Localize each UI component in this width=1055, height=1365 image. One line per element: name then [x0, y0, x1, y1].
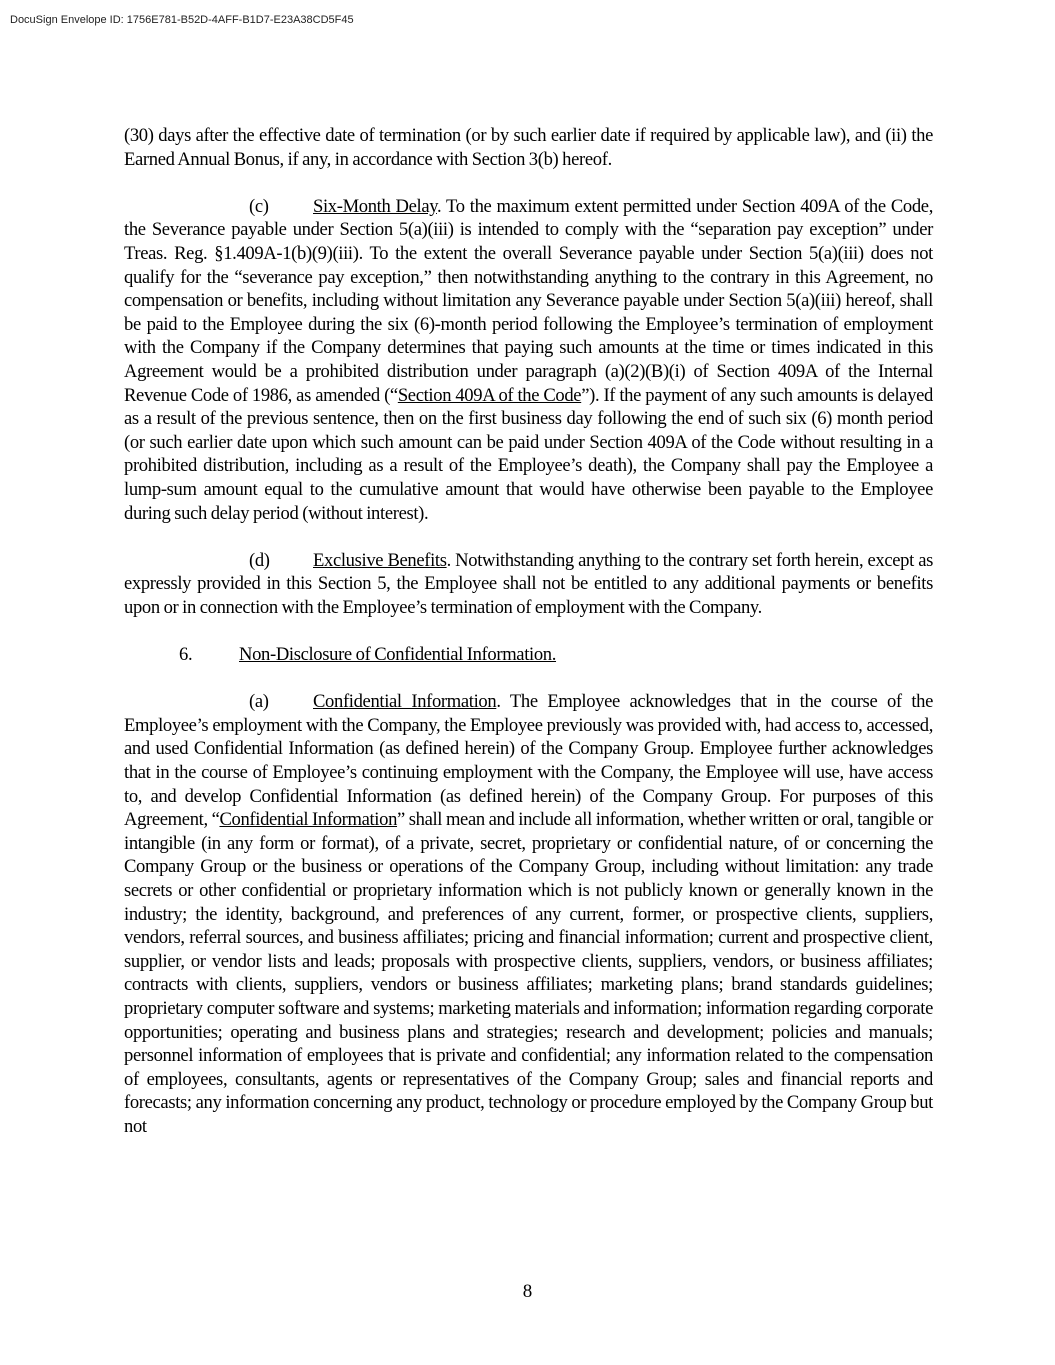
document-body: [124, 124, 933, 1162]
paragraph-text: (30) days after the effective date of termination (or by such earlier date if required by applicable law), and (ii) the Earned Annual Bonus, if any, in accordance with Section 3(b) hereof.: [124, 125, 933, 170]
paragraph-confidential-information: [124, 690, 933, 1138]
paragraph-text: . Notwithstanding anything to the contrary set forth herein, except as expressly provided in this Section 5, the Employee shall not be entitled to any additional payments or benefits upon or in connection with the Employee’s termination of employment with the Company.: [124, 549, 933, 618]
defined-term: Confidential Information: [219, 809, 398, 831]
section-heading: [124, 643, 933, 667]
paragraph-continuation: [124, 124, 933, 171]
paragraph-heading: Six-Month Delay: [313, 195, 437, 217]
section-number: 6.: [179, 644, 193, 666]
paragraph-heading: Confidential Information: [313, 691, 497, 713]
docusign-envelope-id: DocuSign Envelope ID: 1756E781-B52D-4AFF-B1D7-E23A38CD5F45: [10, 14, 354, 26]
paragraph-text: ”). If the payment of any such amounts is delayed as a result of the previous sentence, then on the first business day following the end of such six (6) month period (or such earlier date upon which such amount can be paid under Section 409A of the Code without resulting in a prohibited distribution, including as a result of the Employee’s death), the Company shall pay the Employee a lump-sum amount equal to the cumulative amount that would have otherwise been payable to the Employee during such delay period (without interest).: [124, 384, 934, 524]
paragraph-text: . To the maximum extent permitted under Section 409A of the Code, the Severance payable under Section 5(a)(iii) is intended to comply with the “separation pay exception” under Treas. Reg. §1.409A-1(b)(9)(iii). To the extent the overall Severance payable under Section 5(a)(iii) does not qualify for the “severance pay exception,” then notwithstanding anything to the contrary in this Agreement, no compensation or benefits, including without limitation any Severance payable under Section 5(a)(iii) hereof, shall be paid to the Employee during the six (6)-month period following the Employee’s termination of employment with the Company if the Company determines that paying such amounts at the time or times indicated in this Agreement would be a prohibited distribution under paragraph (a)(2)(B)(i) of Section 409A of the Internal Revenue Code of 1986, as amended (“: [124, 195, 933, 406]
paragraph-marker: (d): [249, 549, 270, 571]
paragraph-text: . The Employee acknowledges that in the course of the Employee’s employment with the Company, the Employee previously was provided with, had access to, accessed, and used Confidential Information (as defined herein) of the Company Group. Employee further acknowledges that in the course of Employee’s continuing employment with the Company, the Employee will use, have access to, and develop Confidential Information (as defined herein) of the Company Group. For purposes of this Agreement, “: [124, 691, 933, 831]
paragraph-marker: (a): [249, 691, 269, 713]
section-title: Non-Disclosure of Confidential Information.: [239, 644, 557, 666]
paragraph-heading: Exclusive Benefits: [313, 549, 447, 571]
paragraph-six-month-delay: [124, 195, 933, 525]
page-number: 8: [522, 1281, 533, 1302]
paragraph-text: ” shall mean and include all information, whether written or oral, tangible or intangible (in any form or format), of a private, secret, proprietary or confidential nature, of or concerning the Company Group or the business or operations of the Company Group, including without limitation: any trade secrets or other confidential or proprietary information which is not publicly known or generally known in the industry; the identity, background, and preferences of any current, former, or prospective clients, suppliers, vendors, referral sources, and business affiliates; pricing and financial information; current and prospective client, supplier, or vendor lists and leads; proposals with prospective clients, suppliers, vendors, or business affiliates; contracts with clients, suppliers, vendors or business affiliates; marketing plans; brand standards guidelines; proprietary computer software and systems; marketing materials and information; information regarding corporate opportunities; operating and business plans and strategies; research and development; policies and manuals; personnel information of employees that is private and confidential; any information related to the compensation of employees, consultants, agents or representatives of the Company Group; sales and financial reports and forecasts; any information concerning any product, technology or procedure employed by the Company Group but not: [124, 809, 934, 1137]
defined-term: Section 409A of the Code: [397, 384, 582, 406]
paragraph-marker: (c): [249, 195, 269, 217]
paragraph-exclusive-benefits: [124, 549, 933, 620]
